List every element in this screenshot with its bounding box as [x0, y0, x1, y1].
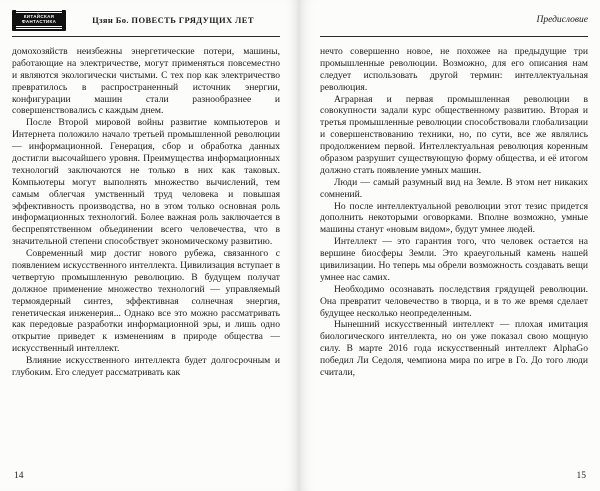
paragraph: Аграрная и первая промышленная революции в совокупности задали курс общественному развитию. Вторая и третья промышленные революции способствовали глобализации и совершенствованию техники, но, по сути, все же являлись продолжением первой. Интеллектуальная революция коренным образом разрушит существующую форму общества, и её итогом должно стать появление умных машин. — [320, 93, 588, 176]
page-number-right: 15 — [576, 471, 586, 481]
paragraph: нечто совершенно новое, не похожее на предыдущие три промышленные революции. Возможно, для его описания нам следует использовать другой термин: интеллектуальная революция. — [320, 46, 588, 93]
page-header-left — [12, 9, 280, 37]
page-body-left — [12, 46, 280, 379]
page-body-right — [320, 46, 588, 379]
logo-line-2: ФАНТАСТИКА — [21, 19, 57, 24]
page-number-left: 14 — [14, 471, 24, 481]
paragraph: Интеллект — это гарантия того, что человек остается на вершине биосферы Земли. Это краеугольный камень нашей цивилизации. Но теперь мы обрели возможность создавать вещи умнее нас самих. — [320, 236, 588, 283]
chapter-title: Предисловие — [536, 15, 588, 25]
paragraph: Необходимо осознавать последствия грядущей революции. Она превратит человечество в творца, и в то же время сделает будущее несколько неопределенным. — [320, 283, 588, 319]
paragraph: Люди — самый разумный вид на Земле. В этом нет никаких сомнений. — [320, 176, 588, 200]
paragraph: домохозяйств неизбежны энергетические потери, машины, работающие на электричестве, могут применяться повсеместно и являются экологически чистыми. С тех пор как электричество превратилось в распространенный источник энергии, конфигурации машин стали разнообразнее и совершенствовались с каждым днем. — [12, 46, 280, 117]
logo-text — [22, 15, 56, 24]
paragraph: Нынешний искусственный интеллект — плохая имитация биологического интеллекта, но он уже показал свою мощную силу. В марте 2016 года искусственный интеллект AlphaGo победил Ли Седоля, чемпиона мира по игре в Го. До того люди считали, — [320, 319, 588, 379]
paragraph: После Второй мировой войны развитие компьютеров и Интернета положило начало третьей промышленной революции — информационной. Генерация, сбор и обработка данных достигли высочайшего уровня. Преимущества информационных технологий заключаются не только в них как таковых. Компьютеры могут выполнять множество вычислений, тем самым облегчая умственный труд человека и повышая эффективность производства, но в этом только основная роль информационных технологий. Более важная роль заключается в беспрепятственном объединении всего человечества, что в значительной степени способствует экономическому развитию. — [12, 117, 280, 248]
page-right — [300, 0, 600, 491]
paragraph: Влияние искусственного интеллекта будет долгосрочным и глубоким. Его следует рассматривать как — [12, 355, 280, 379]
series-logo — [12, 10, 66, 31]
paragraph: Современный мир достиг нового рубежа, связанного с появлением искусственного интеллекта. Цивилизация вступает в четвертую промышленную революцию. В будущем получат должное применение множество технологий — управляемый термоядерный синтез, эффективная солнечная энергия, генетическая инженерия... Однако все это можно рассматривать как передовые разработки информационной эры, и лишь одно открытие приведет к изменениям в природе общества — искусственный интеллект. — [12, 248, 280, 355]
page-header-right — [320, 9, 588, 37]
logo-line-1: КИТАЙСКАЯ — [23, 14, 55, 20]
paragraph: Но после интеллектуальной революции этот тезис придется дополнить некоторыми оговорками. Вполне возможно, умные машины станут «новым видом», будут умнее людей. — [320, 200, 588, 236]
running-title: Цзян Бо. ПОВЕСТЬ ГРЯДУЩИХ ЛЕТ — [92, 15, 254, 25]
logo-stripes-bottom-icon — [16, 26, 62, 30]
